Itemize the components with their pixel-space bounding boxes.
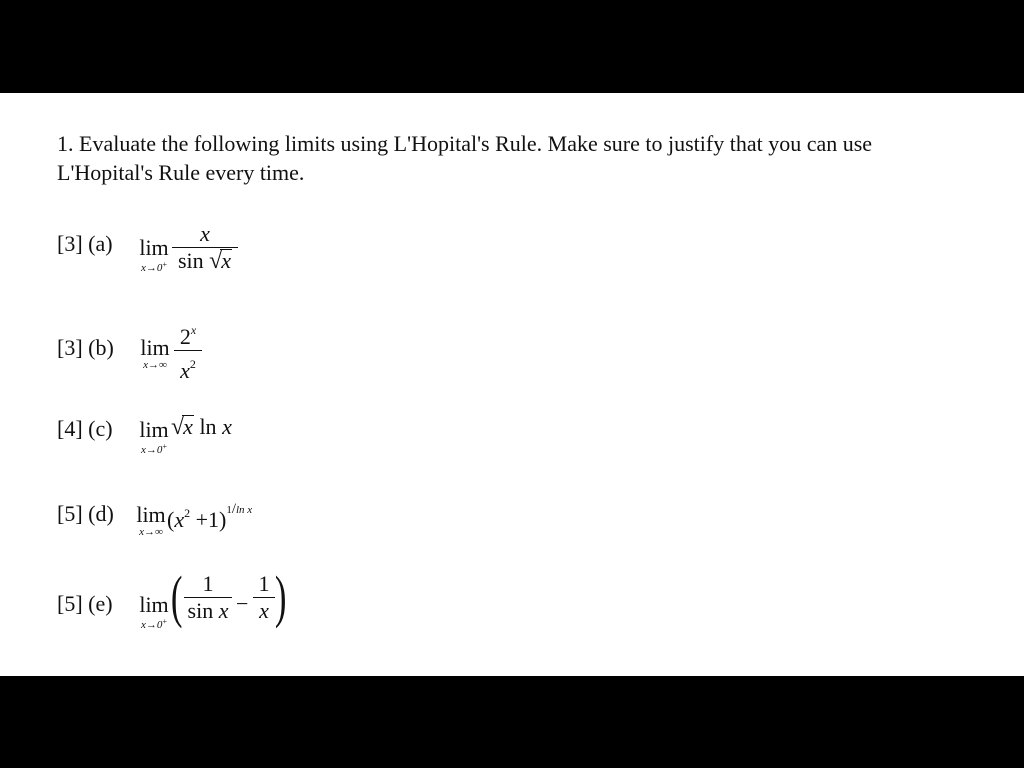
problem-a-label: [3] (a)	[57, 231, 113, 256]
numerator: 2$^x$	[179, 323, 197, 349]
lim-word: lim	[139, 592, 169, 617]
limit-operator	[133, 237, 175, 274]
lim-word: lim	[139, 417, 169, 442]
limit-operator	[133, 419, 175, 456]
problem-c-label: [4] (c)	[57, 416, 113, 441]
lim-word: lim	[136, 502, 166, 527]
left-paren: (	[170, 564, 183, 629]
square-root: √x	[209, 248, 232, 274]
limit-subscript: x→∞	[139, 526, 163, 538]
right-paren: )	[274, 564, 287, 629]
instructions-text: 1. Evaluate the following limits using L'Hopital's Rule. Make sure to justify that you can use L'Hopital's Rule every time.	[57, 131, 873, 185]
letterbox-top	[0, 0, 1024, 93]
limit-subscript: x→∞	[143, 359, 167, 371]
denominator: $x^2$	[180, 357, 196, 383]
expression: √x ln x	[171, 414, 232, 440]
letterbox-bottom	[0, 676, 1024, 768]
problem-b-label: [3] (b)	[57, 335, 114, 360]
fraction	[174, 317, 202, 384]
numerator: x	[200, 221, 210, 246]
limit-operator	[133, 504, 169, 538]
square-root: √x	[171, 414, 193, 440]
exponent: 1/ln x	[226, 501, 253, 517]
limit-operator	[137, 337, 173, 371]
denominator: x	[259, 598, 269, 623]
worksheet	[0, 93, 1024, 676]
expression: $(x^2 +1)^{1/ln x}$	[167, 501, 253, 532]
lim-word: lim	[139, 235, 169, 260]
limit-subscript: x→0+	[141, 617, 167, 631]
problem-e-label: [5] (e)	[57, 591, 113, 616]
limit-subscript: x→0+	[141, 260, 167, 274]
right-fraction	[253, 571, 275, 624]
lim-word: lim	[140, 335, 170, 360]
left-fraction	[184, 571, 232, 624]
denominator: sin √x	[177, 248, 232, 274]
minus-sign: −	[236, 591, 249, 616]
denominator: sin x	[187, 598, 229, 623]
numerator: 1	[202, 571, 214, 596]
limit-operator	[133, 594, 175, 631]
numerator: 1	[258, 571, 270, 596]
fraction	[172, 221, 238, 274]
problem-d-label: [5] (d)	[57, 501, 114, 526]
limit-subscript: x→0+	[141, 442, 167, 456]
